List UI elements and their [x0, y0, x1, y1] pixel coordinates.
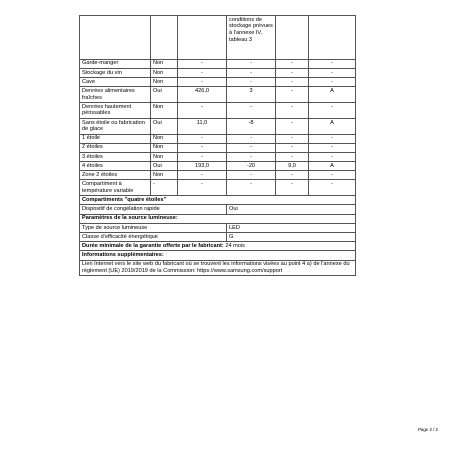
compartment-present: Non: [151, 59, 178, 68]
quick-freeze-row: [80, 205, 356, 214]
compartment-climate-class: -: [309, 143, 356, 152]
table-row: [80, 68, 356, 77]
additional-info-heading-row: [80, 251, 356, 260]
compartment-name: Denrées alimentaires fraîches: [80, 87, 151, 103]
compartment-name: Compartiment à température variable: [80, 180, 151, 196]
compartment-name: Denrées hautement périssables: [80, 102, 151, 118]
compartment-volume: -: [178, 152, 227, 161]
warranty-label: Durée minimale de la garantie offerte par le fabricant:: [82, 242, 224, 249]
quick-freeze-value: Oui: [227, 205, 356, 214]
table-row: [80, 59, 356, 68]
compartment-energy: -: [276, 152, 309, 161]
compartment-name: 2 étoiles: [80, 143, 151, 152]
four-star-heading: Compartiments "quatre étoiles": [80, 196, 356, 205]
compartment-temperature: -20: [227, 162, 276, 171]
compartment-temperature: -: [227, 102, 276, 118]
table-row: [80, 180, 356, 196]
compartment-temperature: -: [227, 152, 276, 161]
compartment-volume: 426,0: [178, 87, 227, 103]
compartment-present: Non: [151, 102, 178, 118]
compartment-volume: -: [178, 134, 227, 143]
four-star-heading-row: [80, 196, 356, 205]
compartment-name: Stockage du vin: [80, 68, 151, 77]
table-row: [80, 87, 356, 103]
compartment-volume: -: [178, 171, 227, 180]
compartment-temperature: -: [227, 68, 276, 77]
compartment-volume: -: [178, 77, 227, 86]
compartment-name: 1 étoile: [80, 134, 151, 143]
header-storage-conditions: conditions de stockage prévues à l'annexe IV, tableau 3: [227, 16, 276, 60]
compartment-temperature: -8: [227, 118, 276, 134]
table-header-row: [80, 16, 356, 60]
table-row: [80, 143, 356, 152]
compartment-temperature: -: [227, 134, 276, 143]
compartment-present: Non: [151, 171, 178, 180]
compartment-present: Oui: [151, 118, 178, 134]
compartment-name: 4 étoiles: [80, 162, 151, 171]
compartment-present: Oui: [151, 87, 178, 103]
compartment-name: Sans étoile ou fabrication de glace: [80, 118, 151, 134]
page-number: Page 2 / 2: [417, 427, 438, 432]
compartment-present: Non: [151, 68, 178, 77]
compartment-energy: -: [276, 171, 309, 180]
compartment-temperature: -: [227, 143, 276, 152]
compartment-climate-class: A: [309, 87, 356, 103]
compartment-energy: -: [276, 77, 309, 86]
table-row: [80, 162, 356, 171]
compartment-volume: -: [178, 143, 227, 152]
compartment-climate-class: -: [309, 59, 356, 68]
compartment-energy: -: [276, 59, 309, 68]
compartment-temperature: -: [227, 77, 276, 86]
additional-info-text: Lien Internet vers le site web du fabricant où se trouvent les informations visées au point 4 a) de l'annexe du règlement (UE) 2019/2019 de la Commission: https://www.samsung.com/support: [80, 260, 356, 276]
light-source-class-row: [80, 232, 356, 241]
compartment-name: 3 étoiles: [80, 152, 151, 161]
compartment-volume: -: [178, 180, 227, 196]
light-source-class-value: G: [227, 232, 356, 241]
compartment-temperature: -: [227, 59, 276, 68]
light-source-type-label: Type de source lumineuse: [80, 223, 227, 232]
compartment-name: Cave: [80, 77, 151, 86]
additional-info-row: [80, 260, 356, 276]
compartment-volume: -: [178, 68, 227, 77]
compartment-temperature: -: [227, 180, 276, 196]
compartment-temperature: -: [227, 171, 276, 180]
compartment-name: Garde-manger: [80, 59, 151, 68]
light-source-type-value: LED: [227, 223, 356, 232]
light-source-heading-row: [80, 214, 356, 223]
compartment-energy: -: [276, 134, 309, 143]
compartment-climate-class: -: [309, 152, 356, 161]
compartment-temperature: 3: [227, 87, 276, 103]
compartment-energy: -: [276, 68, 309, 77]
compartment-climate-class: -: [309, 180, 356, 196]
additional-info-heading: Informations supplémentaires:: [80, 251, 356, 260]
compartment-climate-class: A: [309, 162, 356, 171]
light-source-type-row: [80, 223, 356, 232]
warranty-row: [80, 242, 356, 251]
light-source-heading: Paramètres de la source lumineuse:: [80, 214, 356, 223]
table-row: [80, 118, 356, 134]
compartment-present: Non: [151, 77, 178, 86]
table-row: [80, 134, 356, 143]
table-row: [80, 77, 356, 86]
spec-sheet: [79, 15, 354, 276]
table-row: [80, 102, 356, 118]
table-row: [80, 171, 356, 180]
compartment-energy: -: [276, 143, 309, 152]
compartment-table: [79, 15, 356, 276]
compartment-energy: -: [276, 102, 309, 118]
compartment-volume: -: [178, 102, 227, 118]
compartment-volume: 11,0: [178, 118, 227, 134]
compartment-volume: -: [178, 59, 227, 68]
warranty-value: 24 mois: [225, 242, 245, 249]
compartment-name: Zone 2 étoiles: [80, 171, 151, 180]
compartment-climate-class: A: [309, 118, 356, 134]
compartment-present: Oui: [151, 162, 178, 171]
compartment-climate-class: -: [309, 68, 356, 77]
compartment-climate-class: -: [309, 102, 356, 118]
compartment-climate-class: -: [309, 77, 356, 86]
table-row: [80, 152, 356, 161]
compartment-climate-class: -: [309, 171, 356, 180]
compartment-present: -: [151, 180, 178, 196]
compartment-climate-class: -: [309, 134, 356, 143]
light-source-class-label: Classe d'efficacité énergétique: [80, 232, 227, 241]
compartment-energy: -: [276, 180, 309, 196]
compartment-volume: 193,0: [178, 162, 227, 171]
compartment-present: Non: [151, 143, 178, 152]
quick-freeze-label: Dispositif de congélation rapide: [80, 205, 227, 214]
compartment-energy: -: [276, 118, 309, 134]
compartment-energy: -: [276, 87, 309, 103]
compartment-energy: 9,0: [276, 162, 309, 171]
compartment-present: Non: [151, 134, 178, 143]
compartment-present: Non: [151, 152, 178, 161]
